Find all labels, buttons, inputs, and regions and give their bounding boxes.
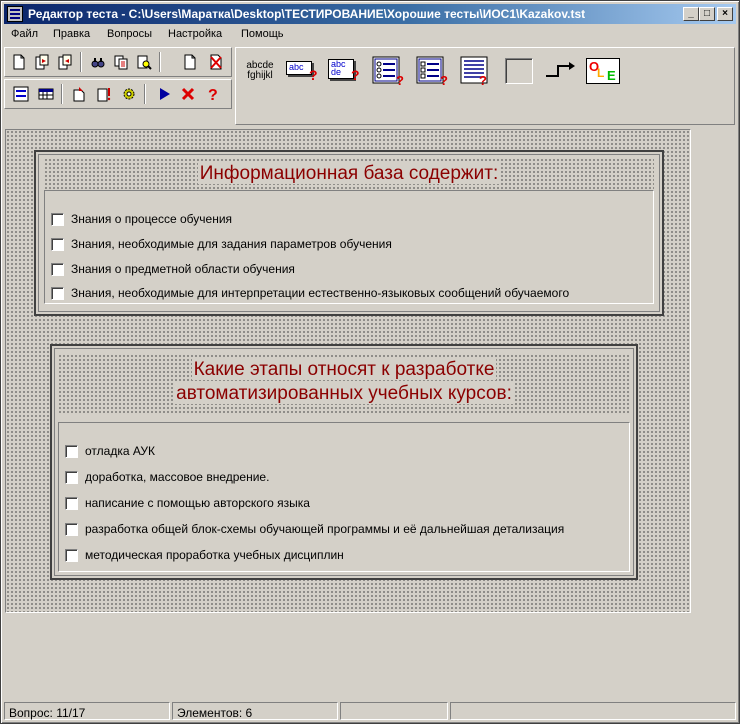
- maximize-button[interactable]: □: [699, 7, 715, 21]
- question-title-1: Информационная база содержит:: [199, 163, 499, 184]
- answers-list-1: [44, 190, 654, 304]
- answer-checkbox[interactable]: [65, 549, 78, 562]
- ole-object-tool[interactable]: [584, 56, 622, 86]
- status-panel-empty-1: [340, 702, 448, 720]
- toolbar-questions: [4, 79, 232, 109]
- status-element-count: Элементов: 6: [172, 702, 338, 720]
- close-button[interactable]: ×: [717, 7, 733, 21]
- abcde-label: abc de: [331, 59, 346, 77]
- toolbar-file: [4, 47, 232, 77]
- menu-edit[interactable]: Правка: [53, 28, 91, 40]
- svg-text:?: ?: [479, 73, 487, 86]
- menu-settings[interactable]: Настройка: [168, 28, 223, 40]
- frame-element-tool[interactable]: [502, 56, 536, 86]
- answer-checkbox[interactable]: [51, 287, 64, 300]
- question-title-1-wrap: [44, 158, 654, 190]
- multi-input-tool[interactable]: [326, 56, 362, 86]
- cancel-icon[interactable]: [177, 83, 199, 105]
- app-icon[interactable]: [7, 6, 23, 22]
- search-document-icon[interactable]: [133, 51, 155, 73]
- question-alert-icon[interactable]: [93, 83, 115, 105]
- title-bar[interactable]: [4, 4, 736, 24]
- menu-questions[interactable]: Вопросы: [107, 28, 153, 40]
- svg-text:?: ?: [440, 73, 448, 86]
- window-title: Редактор теста - C:\Users\Маратка\Desktop\ТЕСТИРОВАНИЕ\Хорошие тесты\ИОС1\Kazakov.tst: [28, 7, 586, 21]
- minimize-button[interactable]: _: [683, 7, 699, 21]
- answer-text: доработка, массовое внедрение.: [85, 470, 270, 484]
- question-title-2-wrap: [58, 354, 630, 414]
- answer-text: написание с помощью авторского языка: [85, 496, 310, 510]
- multiple-choice-tool[interactable]: [414, 56, 450, 86]
- menu-help[interactable]: Помощь: [241, 28, 284, 40]
- question-mark-label: ?: [309, 67, 318, 83]
- ole-l-letter: L: [597, 66, 605, 80]
- settings-gear-icon[interactable]: [118, 83, 140, 105]
- question-title-2-line1: Какие этапы относят к разработке: [193, 359, 495, 380]
- svg-text:?: ?: [208, 87, 218, 102]
- ole-e-letter: E: [607, 68, 616, 83]
- single-input-tool[interactable]: [284, 56, 320, 86]
- single-choice-tool[interactable]: [370, 56, 406, 86]
- answer-checkbox[interactable]: [51, 213, 64, 226]
- answer-checkbox[interactable]: [51, 263, 64, 276]
- text-tool-line2: fghijkl: [247, 70, 273, 81]
- menu-bar: [5, 26, 735, 44]
- delete-page-icon[interactable]: [205, 51, 227, 73]
- answer-text: Знания о процессе обучения: [71, 212, 233, 226]
- question-title-2-line2: автоматизированных учебных курсов:: [176, 383, 512, 404]
- answer-checkbox[interactable]: [65, 523, 78, 536]
- question-block-2[interactable]: [50, 344, 638, 580]
- answer-text: разработка общей блок-схемы обучающей программы и её дальнейшая детализация: [85, 522, 565, 536]
- table-layout-icon[interactable]: [35, 83, 57, 105]
- abc-label: abc: [289, 62, 304, 72]
- svg-text:?: ?: [396, 73, 404, 86]
- form-layout-icon[interactable]: [10, 83, 32, 105]
- transition-arrow-tool[interactable]: [542, 56, 578, 86]
- new-document-icon[interactable]: [8, 51, 30, 73]
- text-element-tool[interactable]: [240, 56, 280, 86]
- answer-text: Знания о предметной области обучения: [71, 262, 295, 276]
- toolbar-elements: [235, 47, 735, 125]
- answers-list-2: [58, 422, 630, 572]
- find-icon[interactable]: [87, 51, 109, 73]
- copy-document-icon[interactable]: [110, 51, 132, 73]
- status-panel-empty-2: [450, 702, 736, 720]
- answer-checkbox[interactable]: [65, 471, 78, 484]
- answer-text: Знания, необходимые для задания параметров обучения: [71, 237, 392, 251]
- run-test-icon[interactable]: [153, 83, 175, 105]
- question-block-1[interactable]: [34, 150, 664, 316]
- import-document-icon[interactable]: [31, 51, 53, 73]
- answer-text: методическая проработка учебных дисциплин: [85, 548, 344, 562]
- answer-text: Знания, необходимые для интерпретации естественно-языковых сообщений обучаемого: [71, 286, 570, 300]
- export-document-icon[interactable]: [54, 51, 76, 73]
- add-question-icon[interactable]: [68, 83, 90, 105]
- list-question-tool[interactable]: [458, 56, 494, 86]
- blank-page-icon[interactable]: [179, 51, 201, 73]
- answer-checkbox[interactable]: [65, 445, 78, 458]
- answer-checkbox[interactable]: [65, 497, 78, 510]
- menu-file[interactable]: Файл: [11, 28, 39, 40]
- help-icon[interactable]: [202, 83, 224, 105]
- answer-text: отладка АУК: [85, 444, 155, 458]
- question-mark-label: ?: [351, 67, 360, 83]
- text-tool-line1: abcde: [246, 60, 274, 71]
- status-question-counter: Вопрос: 11/17: [4, 702, 170, 720]
- answer-checkbox[interactable]: [51, 238, 64, 251]
- ole-o-letter: O: [589, 59, 600, 74]
- status-bar: [4, 701, 737, 721]
- editor-canvas[interactable]: [5, 129, 691, 613]
